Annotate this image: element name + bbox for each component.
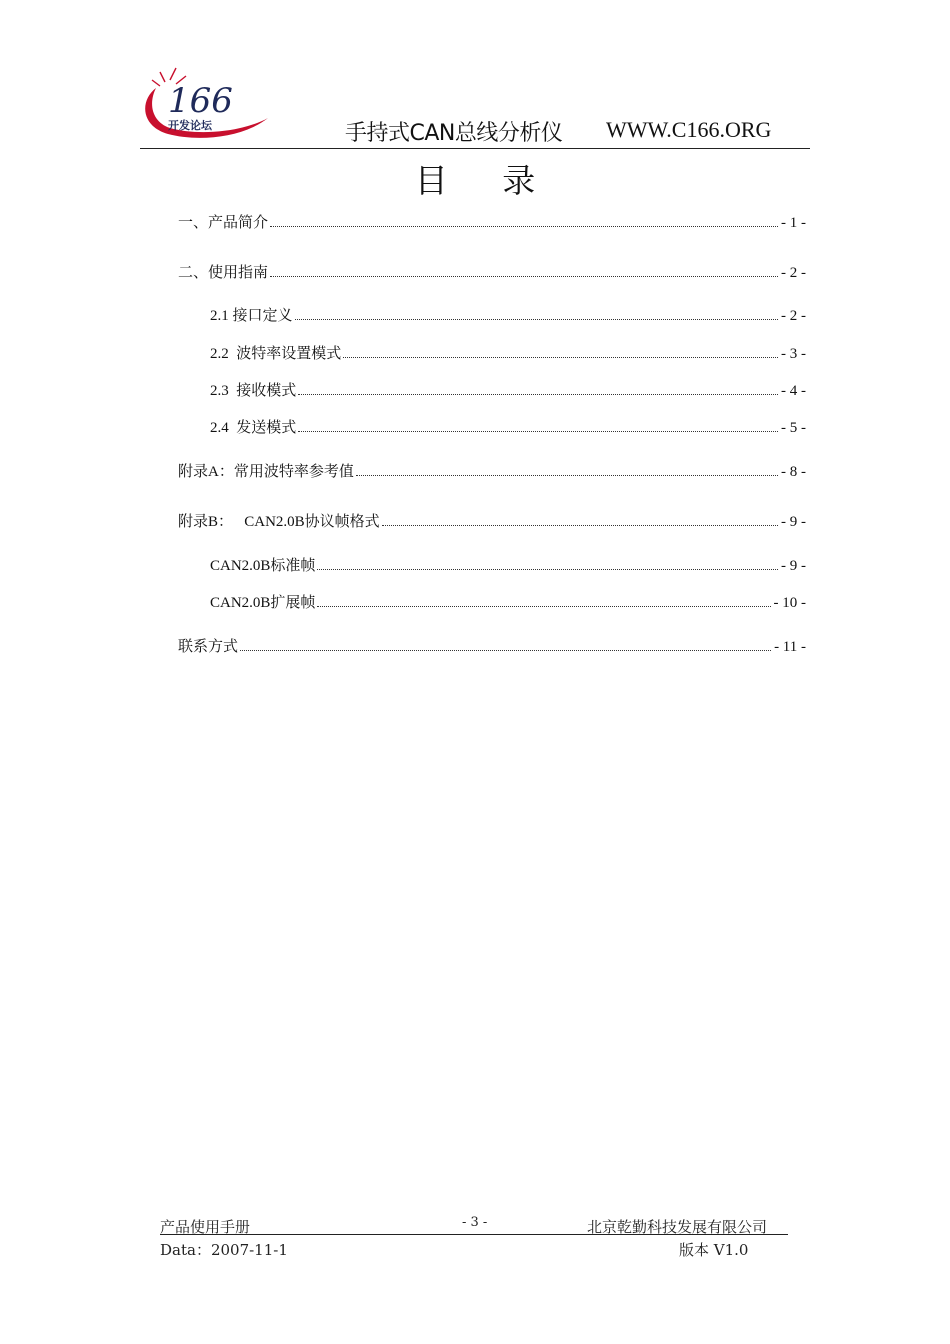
toc-entry-page: - 8 - xyxy=(781,464,806,480)
toc-entry-label: CAN2.0B扩展帧 xyxy=(210,595,316,611)
toc-leader xyxy=(343,357,778,358)
header-title: 手持式CAN总线分析仪 xyxy=(345,121,563,146)
toc-entry-page: - 2 - xyxy=(781,308,806,324)
page-title: 目 录 xyxy=(414,161,558,200)
toc-leader xyxy=(317,606,770,607)
toc-entry-page: - 9 - xyxy=(781,514,806,530)
toc-entry[interactable] xyxy=(178,459,806,481)
toc-entry-page: - 4 - xyxy=(781,383,806,399)
toc-entry-label: 2.1 接口定义 xyxy=(210,308,293,324)
toc-entry[interactable] xyxy=(210,341,806,363)
toc-leader xyxy=(356,475,778,476)
logo-subtitle: 开发论坛 xyxy=(168,119,212,132)
toc-entry[interactable] xyxy=(178,509,806,531)
toc-entry-page: - 1 - xyxy=(781,215,806,231)
toc-entry-page: - 10 - xyxy=(773,595,806,611)
toc-entry-label: 2.4 发送模式 xyxy=(210,420,297,436)
toc-leader xyxy=(270,226,778,227)
footer-manual-title: 产品使用手册 xyxy=(160,1218,251,1236)
toc-leader xyxy=(382,525,778,526)
footer-date: Data：2007-11-1 xyxy=(160,1241,288,1259)
toc-leader xyxy=(240,650,771,651)
toc-entry[interactable] xyxy=(210,590,806,612)
toc-entry[interactable] xyxy=(178,634,806,656)
toc-entry[interactable] xyxy=(210,415,806,437)
toc-leader xyxy=(317,569,778,570)
toc-entry[interactable] xyxy=(210,303,806,325)
toc-entry[interactable] xyxy=(178,210,806,232)
toc-entry[interactable] xyxy=(178,260,806,282)
toc-entry[interactable] xyxy=(210,378,806,400)
toc-entry-label: 附录B： CAN2.0B协议帧格式 xyxy=(178,514,380,530)
toc-entry-page: - 3 - xyxy=(781,346,806,362)
logo-graphic xyxy=(138,66,273,148)
header-url: WWW.C166.ORG xyxy=(606,117,772,142)
footer-page-number: - 3 - xyxy=(462,1215,488,1230)
logo-number: 166 xyxy=(168,81,233,121)
footer-divider xyxy=(160,1234,788,1235)
toc-entry-label: 二、使用指南 xyxy=(178,265,269,281)
toc-leader xyxy=(295,319,778,320)
toc-entry-page: - 9 - xyxy=(781,558,806,574)
toc-entry-page: - 11 - xyxy=(774,639,806,655)
toc-entry-label: 联系方式 xyxy=(178,639,239,655)
toc-entry[interactable] xyxy=(210,553,806,575)
toc-entry-label: 2.3 接收模式 xyxy=(210,383,297,399)
toc-entry-page: - 2 - xyxy=(781,265,806,281)
footer-company: 北京乾勤科技发展有限公司 xyxy=(587,1218,768,1236)
toc-leader xyxy=(298,431,778,432)
toc-leader xyxy=(298,394,778,395)
toc-entry-label: 一、产品简介 xyxy=(178,215,269,231)
toc-entry-label: 2.2 波特率设置模式 xyxy=(210,346,342,362)
footer-version: 版本 V1.0 xyxy=(679,1241,749,1259)
logo xyxy=(138,66,273,148)
toc-entry-page: - 5 - xyxy=(781,420,806,436)
header-divider xyxy=(140,148,810,149)
toc-entry-label: CAN2.0B标准帧 xyxy=(210,558,316,574)
toc-leader xyxy=(270,276,778,277)
toc-entry-label: 附录A：常用波特率参考值 xyxy=(178,464,354,480)
